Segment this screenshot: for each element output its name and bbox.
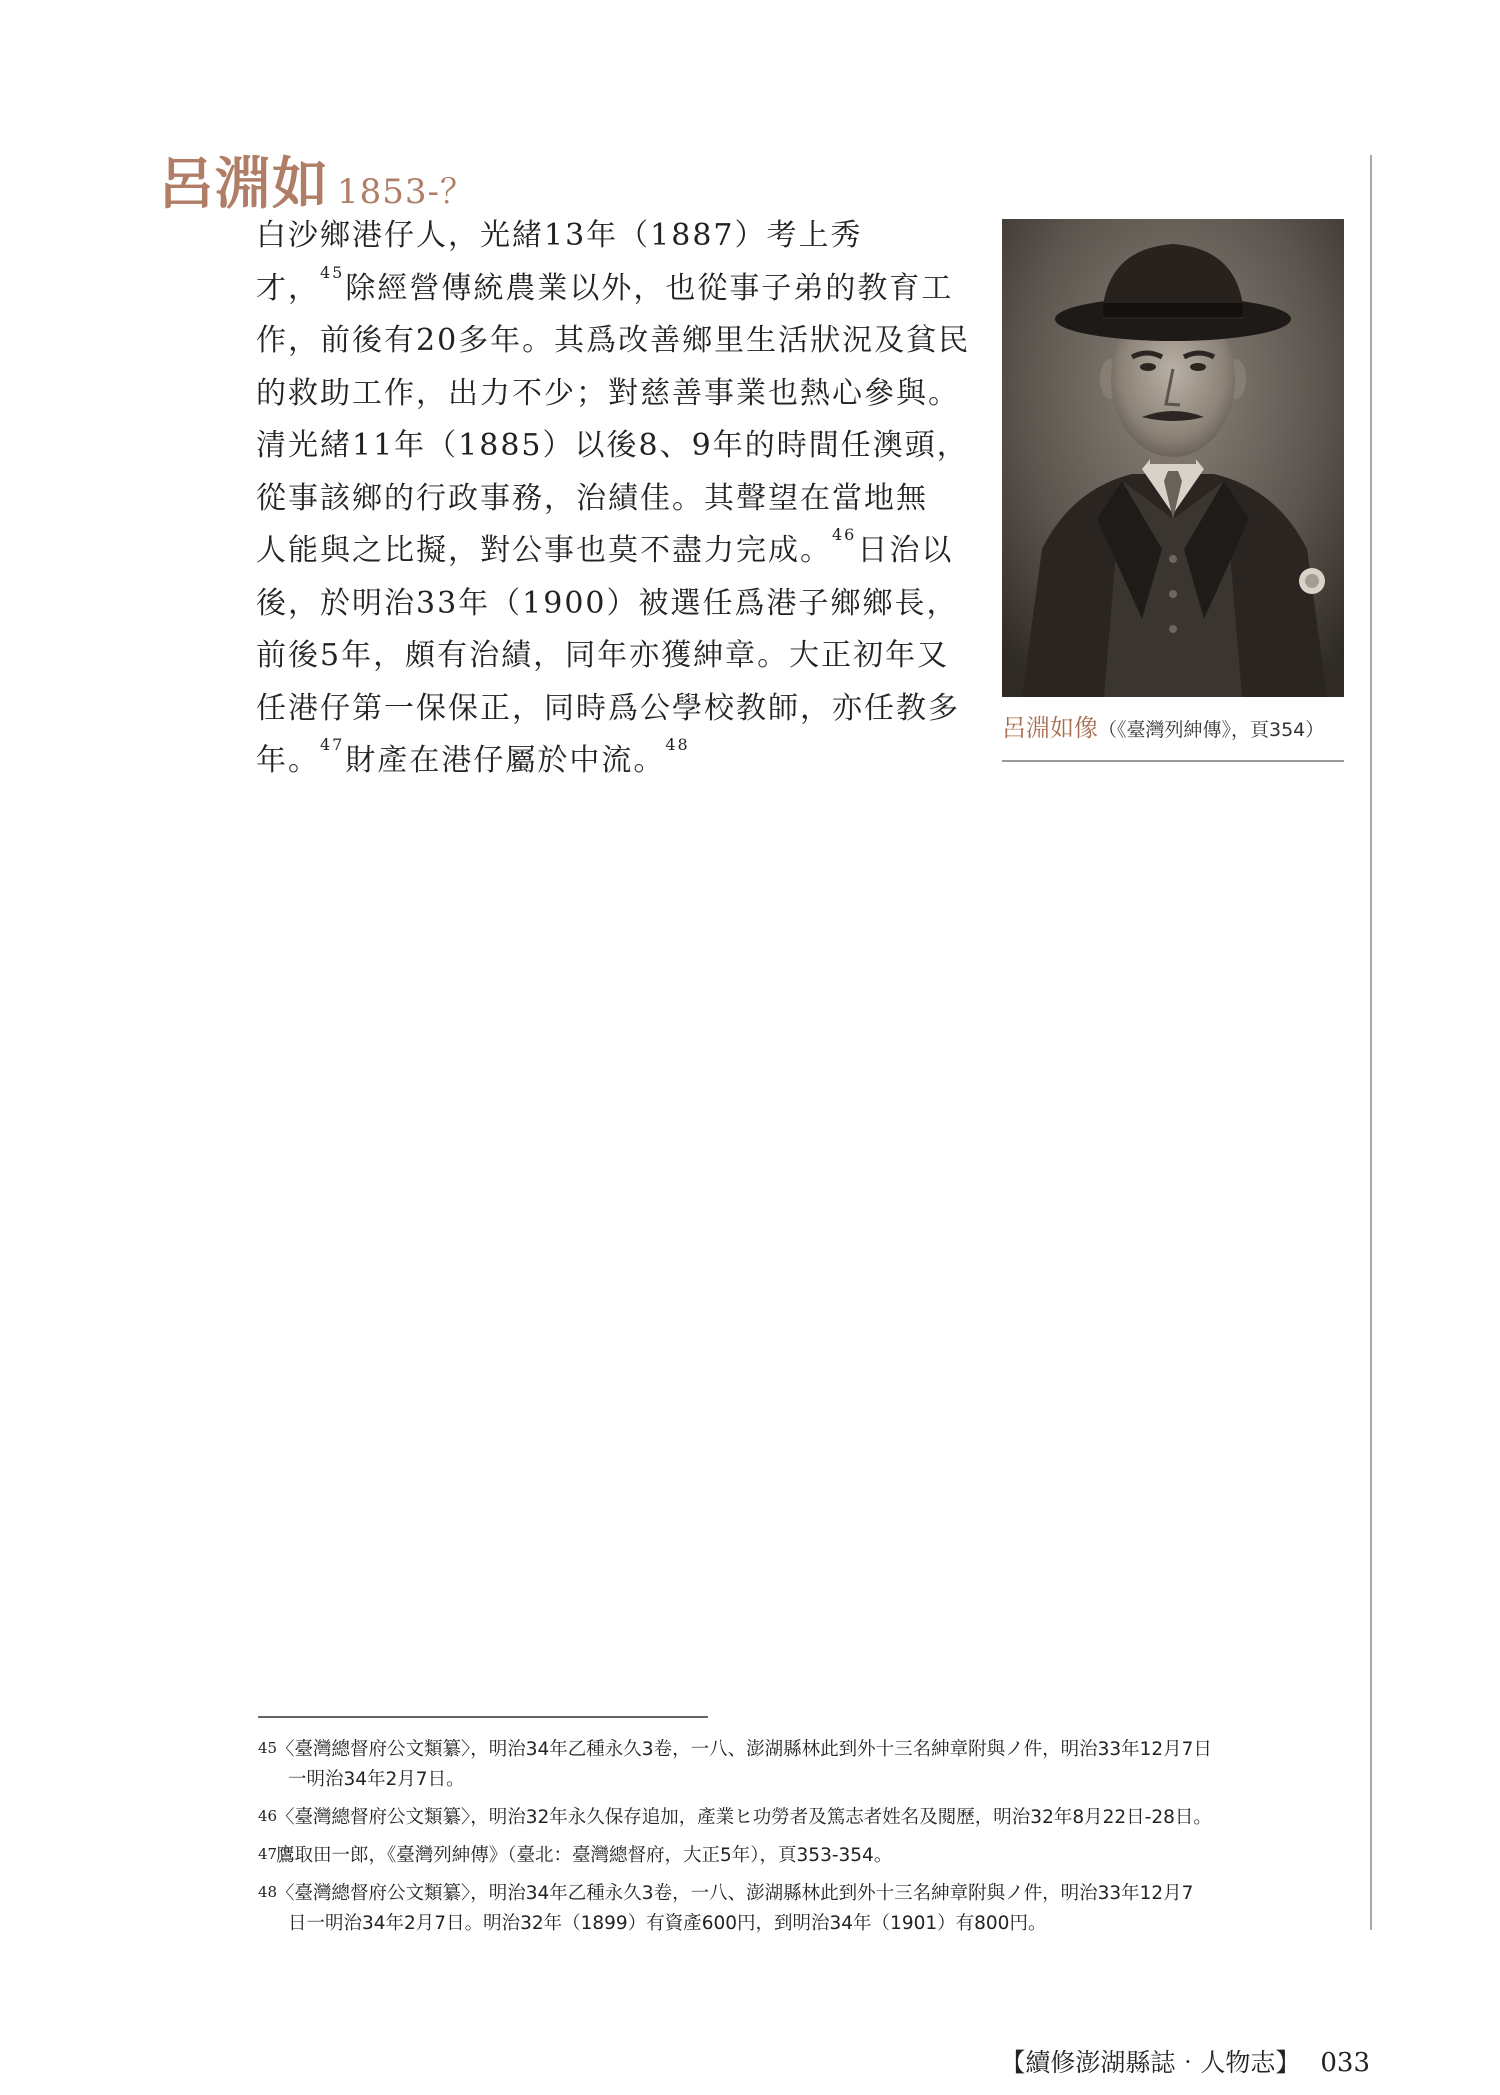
portrait-photo xyxy=(1002,219,1344,697)
body-line: 才，$^{45}$除經營傳統農業以外，也從事子弟的教育工 xyxy=(256,262,954,306)
portrait-image xyxy=(1002,219,1344,697)
caption-name: 呂淵如像 xyxy=(1002,714,1098,742)
footnote-ref[interactable]: 47 xyxy=(320,735,345,754)
footnote-number: 46 xyxy=(258,1807,278,1825)
footnote-text: 〈臺灣總督府公文類纂〉，明治34年乙種永久3卷，一八、澎湖縣林此到外十三名紳章附與ノ件，明治33年12月7 xyxy=(276,1883,1194,1904)
biography-text xyxy=(256,210,971,788)
footnotes xyxy=(258,1735,1353,1947)
body-line: 年。$^{47}$財產在港仔屬於中流。$^{48}$ xyxy=(256,735,690,778)
body-line: 作，前後有20多年。其爲改善鄉里生活狀況及貧民 xyxy=(256,323,971,358)
page-footer xyxy=(1000,2043,1370,2079)
footnote-46 xyxy=(258,1803,1353,1833)
photo-caption xyxy=(1002,708,1344,743)
caption-source: （《臺灣列紳傳》，頁354） xyxy=(1098,719,1325,741)
book-title: 【續修澎湖縣誌‧人物志】 xyxy=(1000,2048,1301,2077)
margin-rule xyxy=(1370,155,1372,1930)
body-line: 任港仔第一保保正，同時爲公學校教師，亦任教多 xyxy=(256,690,960,726)
body-line: 的救助工作，出力不少；對慈善事業也熱心參與。 xyxy=(256,375,960,411)
body-line: 人能與之比擬，對公事也莫不盡力完成。$^{46}$日治以 xyxy=(256,525,954,568)
footnote-ref[interactable]: 48 xyxy=(665,735,690,754)
body-line: 清光緒11年（1885）以後8、9年的時間任澳頭， xyxy=(256,428,969,463)
body-line: 後，於明治33年（1900）被選任爲港子鄉鄉長， xyxy=(256,585,959,621)
article-title xyxy=(158,140,475,220)
life-years: 1853-？ xyxy=(337,172,476,212)
footnote-ref[interactable]: 46 xyxy=(832,525,857,544)
footnote-number: 47 xyxy=(258,1845,278,1863)
page-number: 033 xyxy=(1320,2048,1370,2078)
footnote-47 xyxy=(258,1841,1353,1871)
footnote-number: 45 xyxy=(258,1739,278,1757)
footnote-45 xyxy=(258,1735,1353,1795)
person-name: 呂淵如 xyxy=(158,151,329,217)
body-line: 白沙鄉港仔人，光緒13年（1887）考上秀 xyxy=(256,218,863,253)
footnote-number: 48 xyxy=(258,1883,278,1901)
footnote-text: 〈臺灣總督府公文類纂〉，明治34年乙種永久3卷，一八、澎湖縣林此到外十三名紳章附與ノ件，明治33年12月7日 xyxy=(276,1739,1212,1760)
footnote-text: 一明治34年2月7日。 xyxy=(288,1769,465,1790)
body-line: 從事該鄉的行政事務，治績佳。其聲望在當地無 xyxy=(256,480,928,516)
footnote-48 xyxy=(258,1879,1353,1939)
footnote-text: 日一明治34年2月7日。明治32年（1899）有資產600円，到明治34年（1901）有800円。 xyxy=(288,1913,1047,1934)
footnote-text: 鷹取田一郎，《臺灣列紳傳》（臺北：臺灣總督府，大正5年），頁353-354。 xyxy=(276,1845,893,1866)
caption-divider xyxy=(1002,760,1344,762)
body-line: 前後5年，頗有治績，同年亦獲紳章。大正初年又 xyxy=(256,638,950,673)
footnote-text: 〈臺灣總督府公文類纂〉，明治32年永久保存追加，產業ヒ功勞者及篤志者姓名及閱歷，明治32年8月22日-28日。 xyxy=(276,1807,1212,1828)
footnote-ref[interactable]: 45 xyxy=(320,262,345,282)
footnote-divider xyxy=(258,1716,708,1718)
